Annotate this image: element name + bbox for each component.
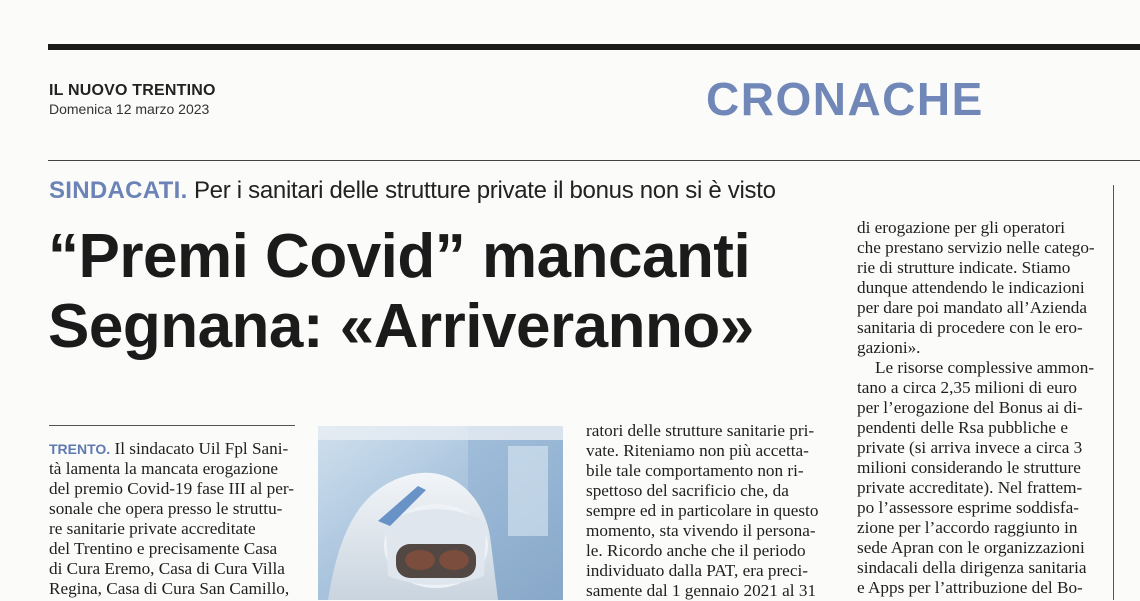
column-top-rule — [49, 425, 295, 426]
body-line: Le risorse complessive ammon- — [875, 358, 1095, 377]
body-line: tà lamenta la mancata erogazione — [49, 459, 279, 478]
top-rule — [48, 44, 1140, 50]
body-line: private (si arriva invece a circa 3 — [857, 438, 1083, 457]
body-line: del premio Covid-19 fase III al per- — [49, 479, 294, 498]
headline-line: “Premi Covid” mancanti — [48, 222, 751, 291]
body-line: tano a circa 2,35 milioni di euro — [857, 378, 1078, 397]
body-line: sede Apran con le organizzazioni — [857, 538, 1085, 557]
body-line: per l’erogazione del Bonus ai di- — [857, 398, 1083, 417]
body-line: spettoso del sacrificio che, da — [586, 481, 789, 500]
headline-line: Segnana: «Arriveranno» — [48, 292, 754, 361]
body-line: zione per l’accordo raggiunto in — [857, 518, 1078, 537]
body-line: del Trentino e precisamente Casa — [49, 539, 278, 558]
dateline: TRENTO. — [49, 441, 111, 457]
newspaper-name: IL NUOVO TRENTINO — [49, 82, 216, 99]
issue-date: Domenica 12 marzo 2023 — [49, 101, 210, 117]
column-divider — [1113, 185, 1114, 600]
body-line: di Cura Eremo, Casa di Cura Villa — [49, 559, 285, 578]
kicker-text: Per i sanitari delle strutture private il bonus non si è visto — [193, 177, 776, 204]
article-kicker — [49, 177, 776, 205]
article-column-middle — [586, 421, 832, 601]
body-line: sanitaria di procedere con le ero- — [857, 318, 1083, 337]
body-line: e Apps per l’attribuzione del Bo- — [857, 578, 1083, 597]
body-line: sonale che opera presso le struttu- — [49, 499, 283, 518]
body-line: che prestano servizio nelle catego- — [857, 238, 1095, 257]
article-photo — [318, 426, 563, 600]
article-headline — [48, 222, 848, 362]
body-line: le. Ricordo anche che il periodo — [586, 541, 806, 560]
body-line: Regina, Casa di Cura San Camillo, — [49, 579, 290, 598]
body-line: pendenti delle Rsa pubbliche e — [857, 418, 1068, 437]
body-line: re sanitarie private accreditate — [49, 519, 256, 538]
body-line: TRENTO. Il sindacato Uil Fpl Sani- — [49, 439, 289, 458]
article-column-right — [857, 218, 1102, 598]
body-line: per dare poi mandato all’Azienda — [857, 298, 1088, 317]
body-line: bile tale comportamento non ri- — [586, 461, 804, 480]
body-line: milioni considerando le strutture — [857, 458, 1081, 477]
healthcare-worker-photo — [318, 426, 563, 600]
body-line: private accreditate). Nel frattem- — [857, 478, 1083, 497]
section-title: CRONACHE — [706, 73, 984, 125]
body-line: gazioni». — [857, 338, 921, 357]
body-line: samente dal 1 gennaio 2021 al 31 — [586, 581, 817, 600]
body-line: po l’assessore esprime soddisfa- — [857, 498, 1079, 517]
body-line: individuato dalla PAT, era preci- — [586, 561, 808, 580]
body-line: sempre ed in particolare in questo — [586, 501, 819, 520]
body-line: di erogazione per gli operatori — [857, 218, 1066, 237]
body-line: ratori delle strutture sanitarie pri- — [586, 421, 815, 440]
kicker-tag: SINDACATI. — [49, 177, 188, 204]
body-line: dunque attendendo le indicazioni — [857, 278, 1085, 297]
article-column-left — [49, 439, 295, 599]
body-line: vate. Riteniamo non più accetta- — [586, 441, 809, 460]
body-line: rie di strutture indicate. Stiamo — [857, 258, 1071, 277]
body-line: sindacali della dirigenza sanitaria — [857, 558, 1087, 577]
body-line: momento, sta vivendo il persona- — [586, 521, 816, 540]
header-divider — [48, 160, 1140, 161]
